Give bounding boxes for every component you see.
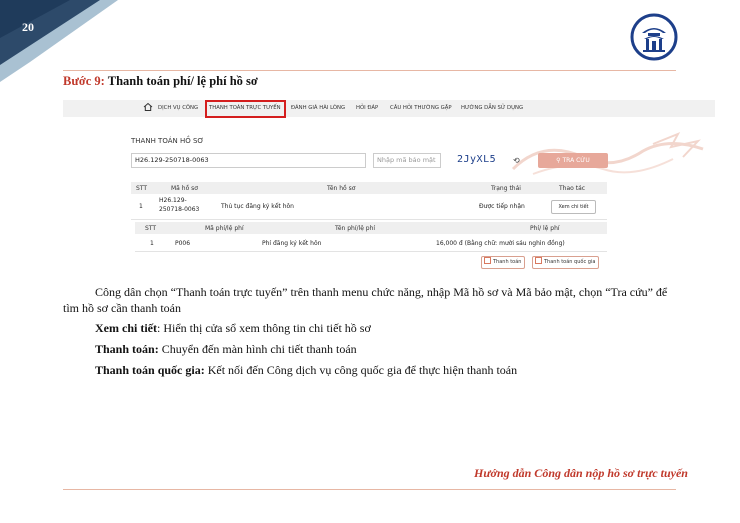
col-record-code: Mã hồ sơ (171, 185, 198, 192)
nav-user-guide[interactable]: HƯỚNG DẪN SỬ DỤNG (461, 105, 524, 111)
col-record-name: Tên hồ sơ (327, 185, 356, 192)
view-detail-button[interactable]: Xem chi tiết (551, 200, 596, 214)
fee-col-amount: Phí/ lệ phí (530, 225, 560, 232)
nav-faq[interactable]: CÂU HỎI THƯỜNG GẶP (390, 105, 452, 111)
search-button[interactable] (538, 153, 608, 168)
nav-qa[interactable]: HỎI ĐÁP (356, 105, 379, 111)
portal-navbar (63, 100, 715, 117)
intro-paragraph: Công dân chọn “Thanh toán trực tuyến” trên thanh menu chức năng, nhập Mã hồ sơ và Mã bảo mật, chọn “Tra cứu” để tìm hồ sơ cần thanh toán (63, 285, 668, 315)
home-icon[interactable] (143, 102, 153, 112)
row-name: Thủ tục đăng ký kết hôn (221, 203, 294, 210)
header-rule (63, 70, 676, 71)
nav-online-payment[interactable]: THANH TOÁN TRỰC TUYẾN (209, 105, 281, 111)
active-nav-highlight (205, 100, 286, 118)
fee-row-code: P006 (175, 240, 191, 247)
fee-col-name: Tên phí/lệ phí (335, 225, 376, 232)
records-table-header (131, 182, 607, 194)
item-desc: : Hiển thị cửa sổ xem thông tin chi tiết hồ sơ (156, 321, 371, 335)
nav-public-services[interactable]: DỊCH VỤ CÔNG (158, 105, 199, 111)
captcha-text: 2JyXL5 (457, 154, 497, 165)
hanoi-emblem-logo (630, 13, 678, 61)
refresh-captcha-icon[interactable]: ⟲ (513, 156, 520, 165)
item-desc: Chuyển đến màn hình chi tiết thanh toán (158, 342, 357, 356)
item-term: Thanh toán quốc gia: (95, 363, 205, 377)
record-code-input[interactable]: H26.129-250718-0063 (131, 153, 366, 168)
fee-row-name: Phí đăng ký kết hôn (262, 240, 322, 247)
form-title: THANH TOÁN HỒ SƠ (131, 137, 204, 145)
step-heading (63, 74, 258, 89)
national-pay-button-label: Thanh toán quốc gia (544, 259, 596, 265)
item-view-detail (95, 321, 371, 336)
payment-icon (535, 257, 542, 264)
col-stt: STT (136, 185, 148, 192)
item-national-pay (95, 363, 517, 378)
footer-rule (63, 489, 676, 490)
table-row (131, 194, 607, 220)
pay-button-label: Thanh toán (493, 259, 522, 265)
security-code-input[interactable]: Nhập mã bảo mật (373, 153, 441, 168)
portal-screenshot (63, 97, 715, 275)
fee-col-code: Mã phí/lệ phí (205, 225, 244, 232)
dragon-watermark (503, 129, 715, 187)
nav-satisfaction[interactable]: ĐÁNH GIÁ HÀI LÒNG (291, 105, 346, 111)
row-stt: 1 (139, 203, 143, 210)
pay-button[interactable] (481, 256, 525, 269)
row-code-line2: 250718-0063 (159, 206, 200, 213)
payment-icon (484, 257, 491, 264)
footer-title: Hướng dẫn Công dân nộp hồ sơ trực tuyến (474, 466, 688, 480)
fee-row-stt: 1 (150, 240, 154, 247)
fee-col-stt: STT (145, 225, 157, 232)
fee-row-amount: 16,000 đ (Bằng chữ: mười sáu nghìn đồng) (436, 240, 565, 247)
step-label: Bước 9: (63, 74, 105, 88)
col-actions: Thao tác (559, 185, 586, 192)
search-button-label: TRA CỨU (562, 157, 590, 164)
row-code-line1: H26.129- (159, 197, 187, 204)
row-status: Được tiếp nhận (479, 203, 525, 210)
item-term: Xem chi tiết (95, 321, 157, 335)
step-title: Thanh toán phí/ lệ phí hồ sơ (107, 74, 258, 88)
page-number: 20 (22, 20, 34, 34)
col-status: Trạng thái (491, 185, 521, 192)
item-desc: Kết nối đến Công dịch vụ công quốc gia để thực hiện thanh toán (204, 363, 518, 377)
search-icon: ⚲ (556, 157, 561, 164)
fee-row (135, 237, 607, 252)
item-pay (95, 342, 357, 357)
national-pay-button[interactable] (532, 256, 599, 269)
item-term: Thanh toán: (95, 342, 159, 356)
fee-table-header (135, 222, 607, 234)
